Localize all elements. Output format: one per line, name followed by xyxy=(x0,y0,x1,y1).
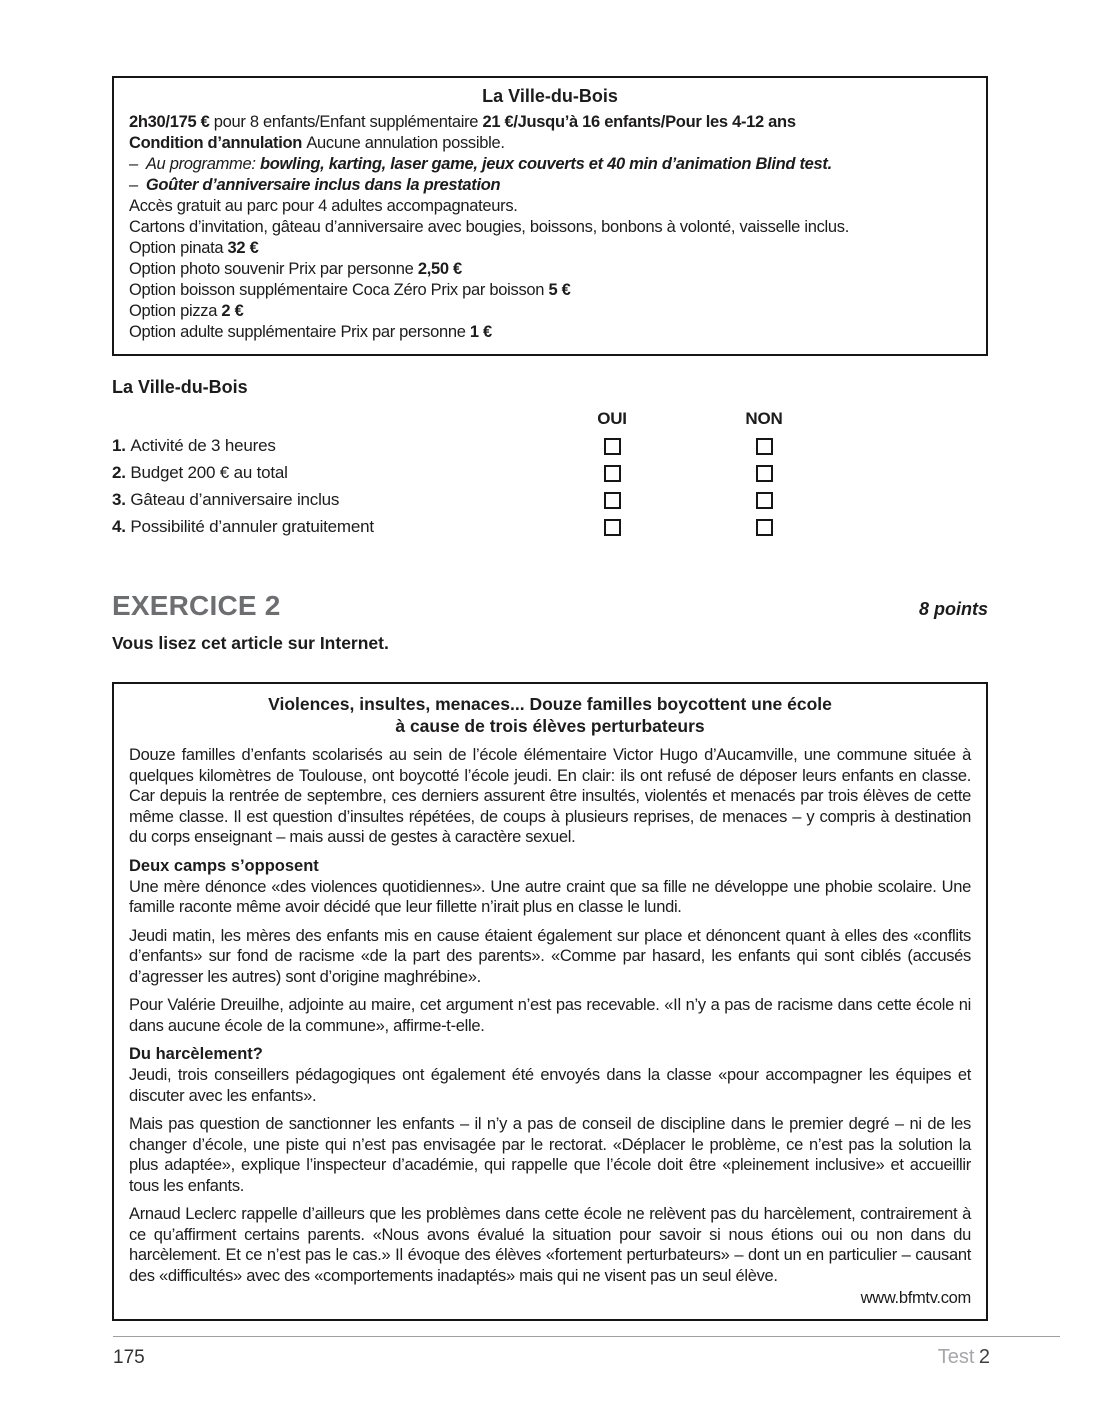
info-line: Option pizza 2 € xyxy=(129,302,244,320)
article-subheading: Deux camps s’opposent xyxy=(129,856,319,875)
checkbox-oui-1[interactable] xyxy=(604,438,621,455)
quiz-item-label: 4. Possibilité d’annuler gratuitement xyxy=(112,516,374,536)
quiz-heading: La Ville-du-Bois xyxy=(112,377,248,397)
info-line: Option boisson supplémentaire Coca Zéro Prix par boisson 5 € xyxy=(129,281,571,299)
footer xyxy=(113,1346,1060,1369)
checkbox-non-2[interactable] xyxy=(756,465,773,482)
article-body xyxy=(129,745,971,1309)
exercise-title: EXERCICE 2 xyxy=(112,590,281,621)
quiz-item-label: 2. Budget 200 € au total xyxy=(112,462,288,482)
footer-divider xyxy=(113,1336,1060,1337)
article-paragraph: Une mère dénonce «des violences quotidiennes». Une autre craint que sa fille ne développe une phobie scolaire. Une famille raconte même avoir décidé que leur fillette n’irait plus en classe le lundi. xyxy=(129,877,971,916)
article-source: www.bfmtv.com xyxy=(860,1289,971,1307)
info-line: – Goûter d’anniversaire inclus dans la prestation xyxy=(129,176,501,194)
info-line: Option adulte supplémentaire Prix par personne 1 € xyxy=(129,323,492,341)
exercise-header xyxy=(112,590,988,622)
info-line: – Au programme: bowling, karting, laser game, jeux couverts et 40 min d’animation Blind test. xyxy=(129,155,832,173)
info-line: Condition d’annulation Aucune annulation possible. xyxy=(129,134,505,152)
checkbox-non-4[interactable] xyxy=(756,519,773,536)
article-title-line1: Violences, insultes, menaces... Douze familles boycottent une école xyxy=(268,694,832,714)
info-box-lines xyxy=(129,112,971,343)
article-paragraph: Douze familles d’enfants scolarisés au sein de l’école élémentaire Victor Hugo d’Aucamville, une commune située à quelques kilomètres de Toulouse, ont boycotté l’école jeudi. En clair: ils ont refusé de déposer leurs enfants en classe. Car depuis la rentrée de septembre, ces derniers assurent être insultés, violentés et menacés par trois élèves de cette même classe. Il est question d’insultes répétées, de coups à plusieurs reprises, de menaces – y compris à destination du corps enseignant – mais aussi de gestes à caractère sexuel. xyxy=(129,746,971,846)
quiz-item-label: 1. Activité de 3 heures xyxy=(112,435,276,455)
checkbox-oui-2[interactable] xyxy=(604,465,621,482)
article-paragraph: Arnaud Leclerc rappelle d’ailleurs que les problèmes dans cette école ne relèvent pas du harcèlement, contrairement à ce qu’affirment certains parents. «Nous avons évalué la situation pour savoir si nous étions oui ou non dans du harcèlement. Et ce n’est pas le cas.» Il évoque des élèves «fortement perturbateurs» – dont un en particulier – causant des «difficultés» avec des «comportements inadaptés» mais qui ne visent pas un seul élève. xyxy=(129,1205,971,1285)
article-paragraph: Pour Valérie Dreuilhe, adjointe au maire, cet argument n’est pas recevable. «Il n’y a pas de racisme dans cette école ni dans aucune école de la commune», affirme-t-elle. xyxy=(129,996,971,1035)
quiz-grid xyxy=(112,405,988,540)
article-subheading: Du harcèlement? xyxy=(129,1045,263,1063)
exercise-instruction: Vous lisez cet article sur Internet. xyxy=(112,633,389,653)
info-line: Cartons d’invitation, gâteau d’anniversaire avec bougies, boissons, bonbons à volonté, vaisselle inclus. xyxy=(129,218,850,236)
column-header-oui: OUI xyxy=(597,408,627,428)
checkbox-oui-4[interactable] xyxy=(604,519,621,536)
quiz-item-label: 3. Gâteau d’anniversaire inclus xyxy=(112,489,340,509)
article-box xyxy=(112,682,988,1321)
exercise-points: 8 points xyxy=(918,599,988,619)
info-box xyxy=(112,76,988,356)
checkbox-non-1[interactable] xyxy=(756,438,773,455)
info-box-title: La Ville-du-Bois xyxy=(482,86,618,106)
column-header-non: NON xyxy=(745,408,783,428)
article-title-line2: à cause de trois élèves perturbateurs xyxy=(395,716,705,736)
info-line: Option pinata 32 € xyxy=(129,239,259,257)
quiz-section xyxy=(112,376,988,540)
info-line: Accès gratuit au parc pour 4 adultes accompagnateurs. xyxy=(129,197,518,215)
article-paragraph: Mais pas question de sanctionner les enfants – il n’y a pas de conseil de discipline dans le premier degré – ni de les changer d’école, une piste qui n’est pas envisagée par le rectorat. «Déplacer le problème, ce n’est pas la solution la plus adaptée», explique l’inspecteur d’académie, qui rappelle que l’école doit être «pleinement inclusive» et accueillir tous les enfants. xyxy=(129,1115,971,1195)
article-paragraph: Jeudi matin, les mères des enfants mis en cause étaient également sur place et dénoncent quant à elles des «conflits d’enfants» sur fond de racisme «de la part des parents». «Comme par hasard, les enfants qui sont ciblés (accusés d’agresser les autres) sont d’origine maghrébine». xyxy=(129,926,971,986)
article-title xyxy=(129,693,971,737)
info-line: 2h30/175 € pour 8 enfants/Enfant supplémentaire 21 €/Jusqu’à 16 enfants/Pour les 4-12 ans xyxy=(129,113,796,131)
footer-test-label: Test 2 xyxy=(937,1346,990,1368)
page-number: 175 xyxy=(113,1347,145,1368)
article-paragraph: Jeudi, trois conseillers pédagogiques ont également été envoyés dans la classe «pour accompagner les équipes et discuter avec les enfants». xyxy=(129,1066,971,1105)
info-line: Option photo souvenir Prix par personne 2,50 € xyxy=(129,260,462,278)
checkbox-non-3[interactable] xyxy=(756,492,773,509)
checkbox-oui-3[interactable] xyxy=(604,492,621,509)
